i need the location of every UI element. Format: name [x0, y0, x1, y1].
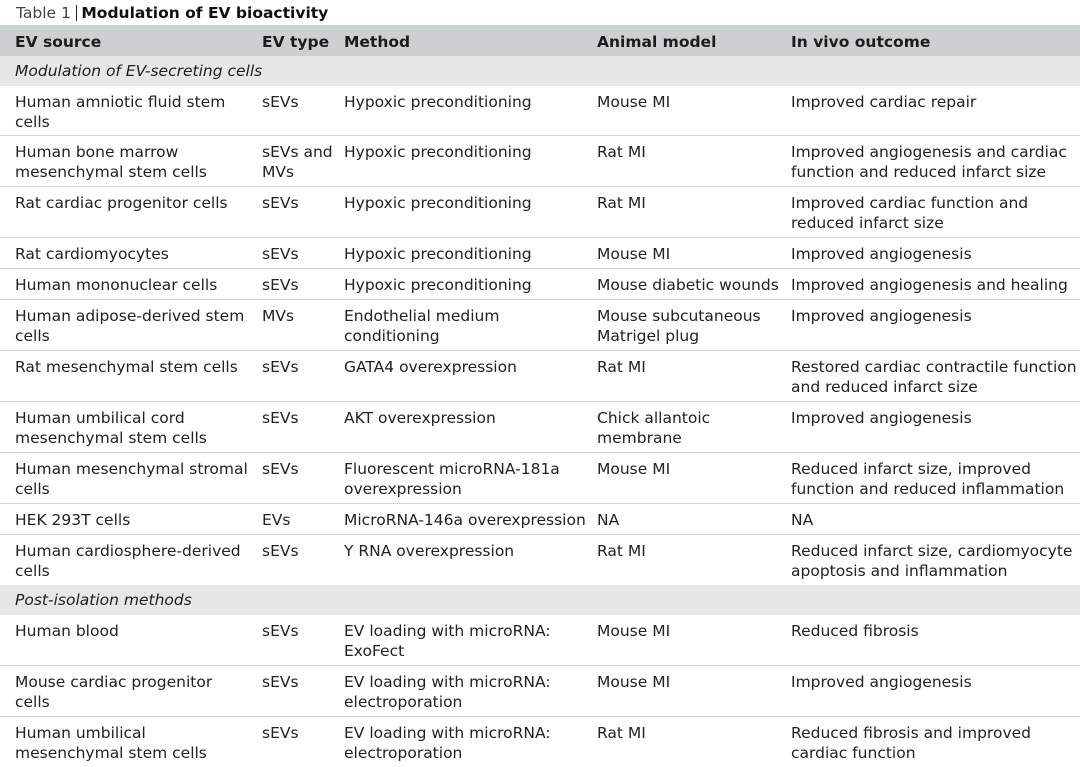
cell-animal-model: Rat MI: [586, 136, 780, 187]
cell-in-vivo-outcome: Improved angiogenesis: [780, 238, 1080, 269]
section-title: Modulation of EV-secreting cells: [0, 56, 1080, 86]
cell-animal-model: Mouse MI: [586, 615, 780, 666]
cell-method: EV loading with microRNA: electroporation: [333, 666, 586, 717]
table-row: [0, 402, 1080, 453]
table-row: [0, 269, 1080, 300]
cell-ev-type: sEVs: [250, 615, 333, 666]
section-title: Post-isolation methods: [0, 585, 1080, 615]
cell-ev-type: sEVs: [250, 402, 333, 453]
cell-ev-type: sEVs: [250, 187, 333, 238]
cell-in-vivo-outcome: Reduced infarct size, improved function and reduced inflammation: [780, 453, 1080, 504]
cell-in-vivo-outcome: Improved angiogenesis and healing: [780, 269, 1080, 300]
cell-animal-model: Mouse diabetic wounds: [586, 269, 780, 300]
cell-animal-model: Mouse MI: [586, 666, 780, 717]
cell-in-vivo-outcome: Reduced infarct size, cardiomyocyte apoptosis and inflammation: [780, 535, 1080, 586]
ev-bioactivity-table: [0, 25, 1080, 767]
cell-method: EV loading with microRNA: ExoFect: [333, 615, 586, 666]
table-title: Modulation of EV bioactivity: [81, 4, 328, 22]
cell-animal-model: Rat MI: [586, 717, 780, 767]
table-row: [0, 504, 1080, 535]
cell-in-vivo-outcome: Reduced fibrosis: [780, 615, 1080, 666]
cell-ev-source: Rat cardiomyocytes: [0, 238, 250, 269]
cell-animal-model: Rat MI: [586, 535, 780, 586]
cell-method: GATA4 overexpression: [333, 351, 586, 402]
cell-in-vivo-outcome: Improved angiogenesis and cardiac function and reduced infarct size: [780, 136, 1080, 187]
cell-ev-type: EVs: [250, 504, 333, 535]
cell-in-vivo-outcome: Improved cardiac repair: [780, 86, 1080, 136]
cell-animal-model: Mouse MI: [586, 86, 780, 136]
cell-method: MicroRNA-146a overexpression: [333, 504, 586, 535]
cell-ev-source: Human mononuclear cells: [0, 269, 250, 300]
header-in-vivo-outcome: In vivo outcome: [780, 25, 1080, 56]
cell-ev-source: Rat cardiac progenitor cells: [0, 187, 250, 238]
cell-ev-source: Human amniotic fluid stem cells: [0, 86, 250, 136]
cell-in-vivo-outcome: NA: [780, 504, 1080, 535]
cell-ev-source: Human mesenchymal stromal cells: [0, 453, 250, 504]
cell-ev-source: HEK 293T cells: [0, 504, 250, 535]
cell-method: Hypoxic preconditioning: [333, 86, 586, 136]
cell-method: EV loading with microRNA: electroporation: [333, 717, 586, 767]
cell-ev-type: sEVs: [250, 666, 333, 717]
cell-ev-source: Human bone marrow mesenchymal stem cells: [0, 136, 250, 187]
table-row: [0, 535, 1080, 586]
cell-animal-model: Mouse subcutaneous Matrigel plug: [586, 300, 780, 351]
cell-animal-model: Mouse MI: [586, 238, 780, 269]
cell-ev-type: MVs: [250, 300, 333, 351]
caption-divider: [76, 5, 78, 21]
header-ev-type: EV type: [250, 25, 333, 56]
cell-animal-model: NA: [586, 504, 780, 535]
cell-method: Hypoxic preconditioning: [333, 269, 586, 300]
table-row: [0, 136, 1080, 187]
header-row: [0, 25, 1080, 56]
cell-in-vivo-outcome: Reduced fibrosis and improved cardiac function: [780, 717, 1080, 767]
cell-ev-type: sEVs: [250, 351, 333, 402]
cell-method: Fluorescent microRNA-181a overexpression: [333, 453, 586, 504]
cell-ev-source: Human umbilical cord mesenchymal stem cells: [0, 402, 250, 453]
cell-method: AKT overexpression: [333, 402, 586, 453]
cell-ev-source: Mouse cardiac progenitor cells: [0, 666, 250, 717]
cell-animal-model: Rat MI: [586, 351, 780, 402]
header-animal-model: Animal model: [586, 25, 780, 56]
cell-in-vivo-outcome: Restored cardiac contractile function and reduced infarct size: [780, 351, 1080, 402]
cell-ev-source: Human cardiosphere-derived cells: [0, 535, 250, 586]
cell-method: Hypoxic preconditioning: [333, 187, 586, 238]
cell-ev-source: Human blood: [0, 615, 250, 666]
cell-in-vivo-outcome: Improved angiogenesis: [780, 402, 1080, 453]
cell-ev-source: Human adipose-derived stem cells: [0, 300, 250, 351]
cell-animal-model: Rat MI: [586, 187, 780, 238]
table-row: [0, 453, 1080, 504]
table-row: [0, 717, 1080, 767]
cell-ev-type: sEVs and MVs: [250, 136, 333, 187]
cell-ev-type: sEVs: [250, 717, 333, 767]
table-row: [0, 238, 1080, 269]
section-header-row: [0, 56, 1080, 86]
cell-method: Hypoxic preconditioning: [333, 136, 586, 187]
header-method: Method: [333, 25, 586, 56]
table-row: [0, 666, 1080, 717]
cell-ev-type: sEVs: [250, 238, 333, 269]
cell-in-vivo-outcome: Improved angiogenesis: [780, 300, 1080, 351]
cell-ev-source: Rat mesenchymal stem cells: [0, 351, 250, 402]
header-ev-source: EV source: [0, 25, 250, 56]
table-caption: [0, 0, 1080, 25]
cell-ev-type: sEVs: [250, 86, 333, 136]
table-row: [0, 86, 1080, 136]
cell-method: Y RNA overexpression: [333, 535, 586, 586]
section-header-row: [0, 585, 1080, 615]
table-body: [0, 56, 1080, 767]
table-row: [0, 615, 1080, 666]
cell-ev-source: Human umbilical mesenchymal stem cells: [0, 717, 250, 767]
cell-ev-type: sEVs: [250, 535, 333, 586]
cell-in-vivo-outcome: Improved angiogenesis: [780, 666, 1080, 717]
cell-method: Endothelial medium conditioning: [333, 300, 586, 351]
cell-ev-type: sEVs: [250, 453, 333, 504]
table-label: Table 1: [16, 4, 71, 22]
table-row: [0, 351, 1080, 402]
cell-animal-model: Chick allantoic membrane: [586, 402, 780, 453]
table-row: [0, 187, 1080, 238]
table-row: [0, 300, 1080, 351]
cell-in-vivo-outcome: Improved cardiac function and reduced infarct size: [780, 187, 1080, 238]
cell-method: Hypoxic preconditioning: [333, 238, 586, 269]
cell-ev-type: sEVs: [250, 269, 333, 300]
cell-animal-model: Mouse MI: [586, 453, 780, 504]
